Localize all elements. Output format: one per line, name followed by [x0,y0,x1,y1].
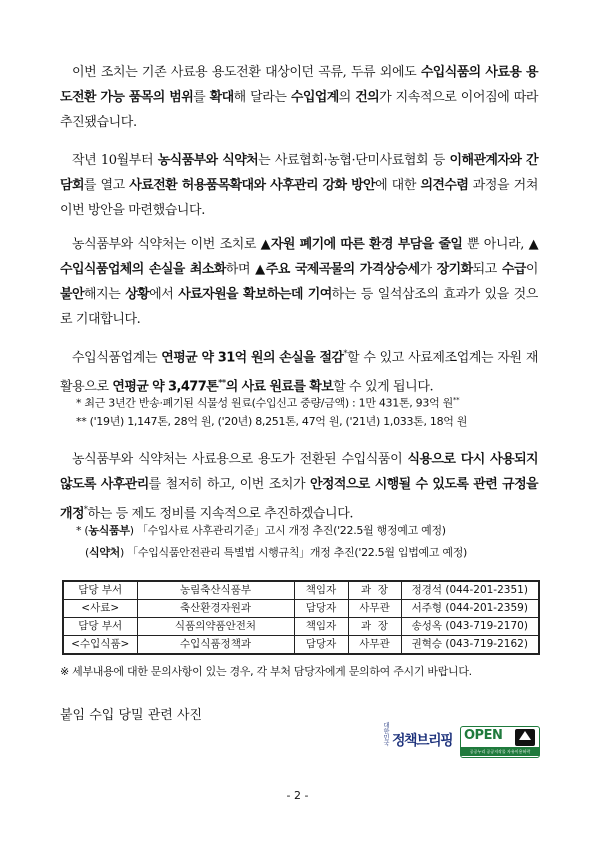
contact-table [62,580,540,655]
bold-text: 연평균 약 3,477톤 [112,379,219,395]
text: 해지는 [83,287,126,302]
text: ( [85,546,89,559]
bold-text: 의견수렴 [420,178,469,193]
bold-text: 이해관계자와 간담회 [60,153,539,193]
footnote-3 [76,520,446,542]
text: 하는 등 제도 정비를 지속적으로 추진하겠습니다. [87,506,354,522]
bold-text: 식용으로 다시 사용되지 않도록 사후관리 [60,452,538,492]
role-cell: 담당자 [294,600,348,618]
text: 과정을 거쳐 이번 방안을 마련했습니다. [60,178,538,218]
text: * 최근 3년간 반송·폐기된 식물성 원료(수입신고 중량/금액) : 1만 431톤, 93억 원 [76,396,453,410]
footnote-marker: * [83,505,88,514]
bold-text: ▲수입식품업체의 손실을 최소화 [60,237,538,277]
paragraph-3 [60,232,538,332]
role-cell: 책임자 [294,618,348,636]
license-icon [515,729,535,746]
logo-main-text: 정책브리핑 [392,733,453,749]
footnote-marker: ** [452,396,460,404]
bold-text: 불안 [60,287,84,302]
paragraph-1 [60,60,538,135]
page-number: - 2 - [286,789,309,802]
footnote-marker: ** [218,377,226,388]
org-cell: 수입식품정책과 [137,636,294,655]
text: 이 [525,262,538,277]
text: 를 철저히 하고, 이번 조치가 [148,477,310,492]
text: 해 달라는 [233,90,291,105]
footnote-4 [85,542,467,564]
text: 할 수 있고 사료제조업계는 자원 재활용으로 [60,350,538,395]
open-license-logo [460,726,540,758]
bold-text: 안정적으로 시행될 수 있도록 관련 규정을 개정 [60,477,539,522]
text: 되고 [472,262,502,277]
open-text: OPEN [464,728,503,743]
role-cell: 책임자 [294,581,348,600]
text: 가 [419,262,437,277]
bold-text: 수입업계 [290,90,339,105]
logo-small-text: 대한민국 [382,722,389,746]
text: 수입식품업계는 [72,350,162,366]
dept-cell: 담당 부서 [63,618,137,636]
bold-text: 확대 [209,90,234,105]
bold-text: ▲주요 국제곡물의 가격상승세 [255,262,420,277]
text: 작년 10월부터 [72,153,158,168]
text: 뿐 아니라, [462,237,529,252]
bold-text: 사료전환 허용품목확대와 사후관리 강화 방안 [129,178,376,193]
bold-text: 농식품부와 식약처 [157,153,259,168]
table-row [63,618,539,636]
title-cell: 과 장 [348,618,401,636]
attachment-line: 붙임 수입 당밀 관련 사진 [60,708,203,723]
bold-text: 상황 [125,287,150,302]
policy-briefing-logo [380,720,456,760]
text: 는 사료협회·농협·단미사료협회 등 [258,153,450,168]
paragraph-2 [60,148,538,223]
text: 농식품부와 식약처는 사료용으로 용도가 전환된 수입식품이 [72,452,408,467]
person-cell: 정경석 (044-201-2351) [401,581,539,600]
paragraph-5 [60,447,538,526]
title-cell: 사무관 [348,600,401,618]
bold-text: 건의 [355,90,380,105]
bold-text: 장기화 [436,262,473,277]
bold-text: 연평균 약 31억 원의 손실을 절감 [161,350,344,366]
text: 를 [193,90,210,105]
text: ) 「수입식품안전관리 특별법 시행규칙」개정 추진('22.5월 입법예고 예정) [119,546,468,559]
bold-text: 식약처 [89,546,120,559]
bold-text: 사료자원을 확보하는데 기여 [178,287,332,302]
text: 에서 [149,287,179,302]
text: 하며 [225,262,256,277]
person-cell: 송성옥 (043-719-2170) [401,618,539,636]
table-row [63,636,539,655]
text: 가 지속적으로 이어짐에 따라 추진됐습니다. [60,90,539,130]
text: 에 대한 [375,178,421,193]
title-cell: 사무관 [348,636,401,655]
footnote-marker: * [343,349,348,358]
table-row [63,581,539,600]
text: 의 [338,90,356,105]
bold-text: ▲자원 폐기에 따른 환경 부담을 줄일 [260,237,463,252]
org-cell: 농림축산식품부 [137,581,294,600]
text: 할 수 있게 됩니다. [333,379,434,395]
bold-text: 의 사료 원료를 확보 [225,379,334,395]
text: 를 열고 [83,178,130,193]
table-row [63,600,539,618]
org-cell: 식품의약품안전처 [137,618,294,636]
footnote-2: ** ('19년) 1,147톤, 28억 원, ('20년) 8,251톤, 47억 원, ('21년) 1,033톤, 18억 원 [76,415,468,428]
text: 이번 조치는 기존 사료용 용도전환 대상이던 곡류, 두류 외에도 [72,65,421,80]
person-cell: 서주형 (044-201-2359) [401,600,539,618]
bold-text: 수입식품의 사료용 용도전환 가능 품목의 범위 [60,65,538,105]
text: 하는 등 일석삼조의 효과가 있을 것으로 기대합니다. [60,287,538,327]
dept-cell: 담당 부서 [63,581,137,600]
text: * ( [76,524,89,537]
dept-cell: <사료> [63,600,137,618]
bold-text: 농식품부 [88,524,130,537]
dept-cell: <수입식품> [63,636,137,655]
inquiry-note: ※ 세부내용에 대한 문의사항이 있는 경우, 각 부처 담당자에게 문의하여 주시기 바랍니다. [60,665,472,678]
role-cell: 담당자 [294,636,348,655]
title-cell: 과 장 [348,581,401,600]
org-cell: 축산환경자원과 [137,600,294,618]
text: 농식품부와 식약처는 이번 조치로 [72,237,261,252]
person-cell: 권혁승 (043-719-2162) [401,636,539,655]
text: ) 「수입사료 사후관리기준」고시 개정 추진('22.5월 행정예고 예정) [129,524,446,537]
open-sub-text: 공공누리 공공저작물 자유이용허락 [461,747,539,756]
bold-text: 수급 [501,262,526,277]
logo-area [380,720,540,760]
